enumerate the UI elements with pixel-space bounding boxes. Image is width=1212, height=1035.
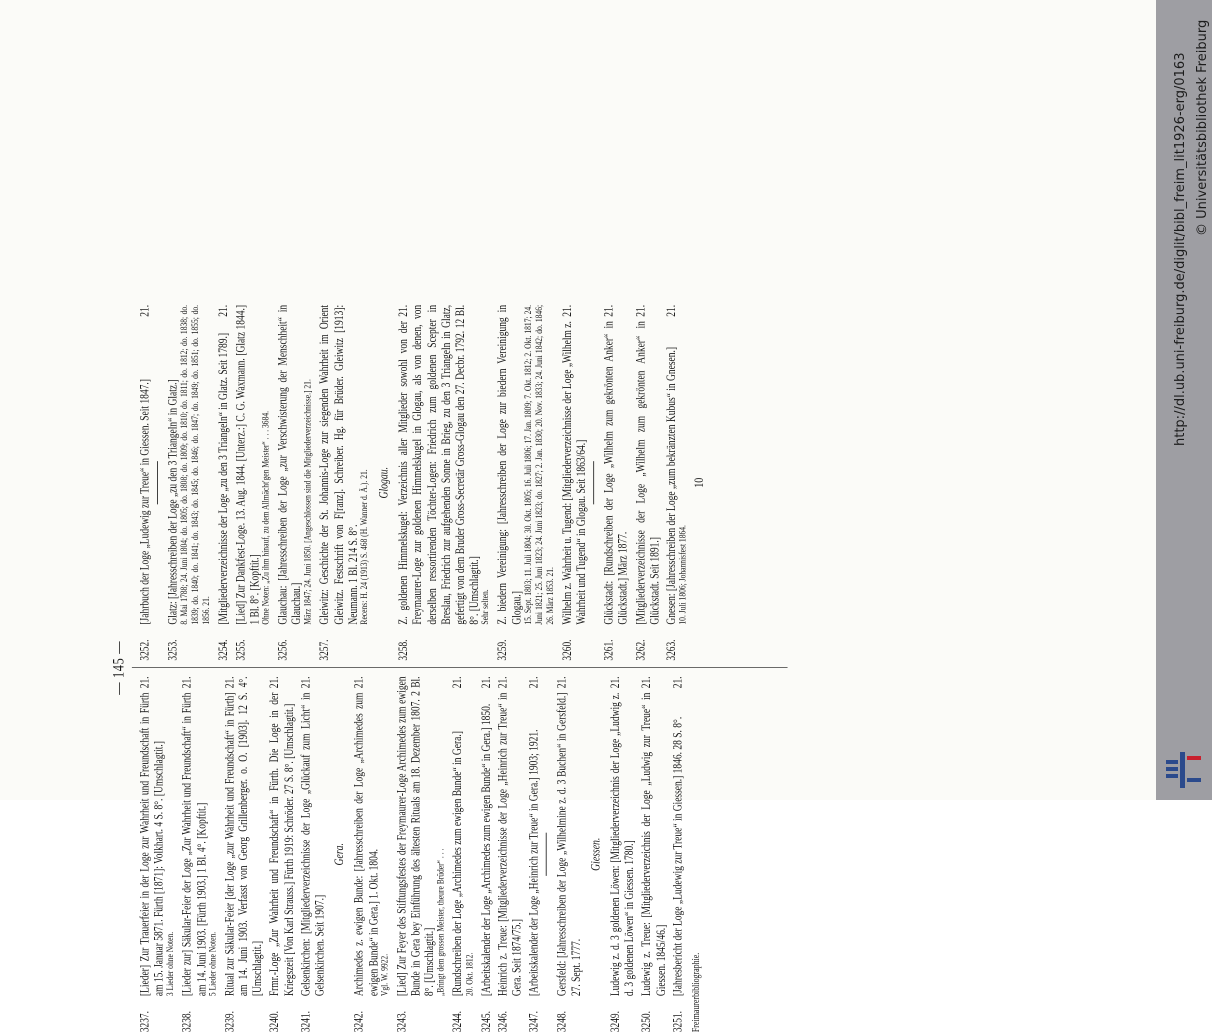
entry-number: 3263. <box>663 639 678 661</box>
entry-amount: 21. <box>663 304 678 317</box>
bibliography-entry <box>478 676 492 1032</box>
rotated-page <box>104 304 1053 1035</box>
page-footer: Freimaurerbibliographie. <box>690 952 703 1033</box>
entry-text-block <box>396 305 481 625</box>
entry-text-block <box>670 676 684 996</box>
entry-text: Gelsenkirchen: [Mitgliederverzeichnisse der Loge „Glückauf zum Licht“ in Gelsenkirchen. Seit 1907.] <box>298 692 327 997</box>
bibliography-entry <box>526 676 540 1032</box>
entry-text-block <box>275 305 303 625</box>
bibliography-entry <box>166 305 214 661</box>
entry-number: 3262. <box>632 639 647 661</box>
entry-number: 3259. <box>495 639 509 661</box>
entry-number: 3261. <box>601 639 616 661</box>
entry-text-block <box>495 676 523 996</box>
entry-number: 3248. <box>554 1011 569 1033</box>
entry-number: 3243. <box>394 1011 408 1033</box>
bibliography-entry <box>298 676 326 1032</box>
entry-amount: 21. <box>478 676 493 689</box>
entry-number: 3260. <box>559 639 574 661</box>
entry-number: 3239. <box>221 1011 236 1033</box>
entry-note: Recens: H. 24 (1913) S. 468 (H. Wanner d. Ä.). 21. <box>359 469 371 625</box>
entry-text: [Arbeitskalender der Loge „Archimedes zum ewigen Bunde“ in Gera.] 1850. <box>478 703 493 997</box>
entry-number: 3251. <box>670 1011 685 1033</box>
entry-note: 5 Lieder ohne Noten. <box>207 931 219 997</box>
entry-note: „Bringt dem grossen Meister, theure Brüder“ . . . <box>436 848 447 997</box>
entry-text-block <box>166 305 180 625</box>
entry-number: 3245. <box>478 1011 493 1033</box>
entry-text: Z. biedern Vereinigung: [Jahresschreiben der Loge zur biedern Vereinigung in Glogau.] <box>495 304 524 625</box>
entry-text: [Jahresbericht der Loge „Ludewig zur Treue“ in Giessen.] 1846. 28 S. 8°. <box>670 716 685 997</box>
entry-text: [Arbeitskalender der Loge „Heinrich zur Treue“ in Gera.] 1903; 1921. <box>526 729 541 997</box>
entry-text-block <box>495 305 523 625</box>
entry-note: Ohne Noten: „Zu ihm hinauf, zu dem Allmächt'gen Meister“ . . . 3684. <box>261 410 272 625</box>
entry-number: 3246. <box>495 1011 510 1033</box>
bibliography-entry <box>216 305 230 661</box>
entry-text-block <box>298 676 326 996</box>
entry-amount: 21. <box>298 676 313 689</box>
bibliography-entry <box>275 305 314 661</box>
entry-note: Sehr selten. <box>481 589 492 625</box>
entry-number: 3252. <box>137 639 152 661</box>
entry-amount: 21. <box>670 676 685 689</box>
entry-note: 10. Juli 1806; Johannisfest 1864. <box>678 525 689 625</box>
entry-number: 3258. <box>396 639 411 661</box>
bibliography-entry <box>602 305 630 661</box>
entry-amount: 21. <box>450 676 465 689</box>
entry-text: Frmr.-Loge „Zur Wahrheit und Freundschaft“ in Fürth. Die Loge in der Kriegszeit [Von Karl Strauss.] Fürth 1919: Schröder. 27 S. 8°. [Umschlagtit.] <box>267 692 296 997</box>
bibliography-entry <box>137 305 151 661</box>
entry-amount: 21. <box>396 304 411 317</box>
entry-text-block <box>450 676 464 996</box>
right-column <box>137 305 707 661</box>
entry-text-block <box>137 305 151 625</box>
sheet-signature: 10 <box>692 477 707 488</box>
entry-amount: 21. <box>526 676 541 689</box>
entry-text-block <box>664 305 678 625</box>
entry-text-block <box>555 676 583 996</box>
section-heading: Giessen. <box>588 837 603 871</box>
entry-text: [Mitgliederverzeichnisse der Loge „Wilhelm zum gekrönten Anker“ in Glückstadt. Seit 1891.] <box>632 321 661 625</box>
bibliography-entry <box>396 305 492 661</box>
entry-number: 3237. <box>137 1011 152 1033</box>
entry-text-block <box>352 676 380 996</box>
entry-text: [Mitgliederverzeichnisse der Loge „zu den 3 Triangeln“ in Glatz. Seit 1789.] <box>215 332 230 625</box>
entry-text: [Jahrbuch der Loge „Ludewig zur Treue“ in Giessen. Seit 1847.] <box>137 379 152 625</box>
entry-text: Archimedes z. ewigen Bunde: [Jahresschreiben der Loge „Archimedes zum ewigen Bunde“ in Gera.] 1. Okt. 1804. <box>351 692 380 997</box>
bibliography-entry <box>633 305 661 661</box>
bibliography-entry <box>180 676 219 1032</box>
entry-text: Glatz: [Jahresschreiben der Loge „zu den 3 Triangeln“ in Glatz.] <box>165 379 180 625</box>
entry-amount: 21. <box>267 676 282 689</box>
entry-text-block <box>639 676 667 996</box>
entry-amount: 21. <box>137 676 152 689</box>
section-rule <box>157 461 158 504</box>
left-column <box>137 676 704 1032</box>
bibliography-entry <box>450 676 475 1032</box>
entry-text-block <box>317 305 359 625</box>
entry-text-block <box>222 676 264 996</box>
section-heading: Glogau. <box>376 466 391 499</box>
bibliography-entry <box>495 676 523 1032</box>
entry-number: 3249. <box>608 1011 623 1033</box>
entry-text: Ludewig z. Treue: [Mitgliederverzeichnis der Loge „Ludwig zur Treue“ in Giessen. 1845/46.] <box>639 692 668 997</box>
entry-text: [Rundschreiben der Loge „Archimedes zum ewigen Bunde“ in Gera.] <box>450 731 465 997</box>
bibliography-entry <box>608 676 636 1032</box>
entry-note: Vgl. W. 9922. <box>380 953 391 997</box>
entry-text: Gnesen: [Jahresschreiben der Loge „zum bekränzten Kubus“ in Gnesen.] <box>663 346 678 625</box>
entry-amount: 21. <box>495 676 510 689</box>
entry-amount: 21. <box>632 304 647 317</box>
entry-number: 3256. <box>275 639 290 661</box>
entry-text: Wilhelm z. Wahrheit u. Tugend: [Mitgliederverzeichnisse der Loge „Wilhelm z. Wahrheit und Tugend“ in Glogau. Seit 1863/64.] <box>559 321 588 625</box>
bibliography-entry <box>394 676 448 1032</box>
entry-text-block <box>233 305 261 625</box>
entry-note: 8. Mai 1788; 24. Juni 1804; do. 1805; do. 1808; do. 1809; do. 1810; do. 1811; do. 1812; do. 1838; do. 1839; do. 1840; do. 1841; do. 1843; do. 1845; do. 1846; do. 1847; do. 1849; do. 1851; do. 1855; do. 1856. 21. <box>179 304 213 625</box>
entry-amount: 21. <box>559 304 574 317</box>
entry-number: 3238. <box>179 1011 194 1033</box>
entry-text-block <box>394 676 436 996</box>
entry-text-block <box>267 676 295 996</box>
entry-note: 3 Lieder ohne Noten. <box>165 931 176 997</box>
entry-text-block <box>137 676 165 996</box>
bibliography-entry <box>267 676 295 1032</box>
entry-number: 3257. <box>317 639 332 661</box>
entry-number: 3242. <box>351 1011 366 1033</box>
section-rule <box>546 833 547 876</box>
bibliography-entry <box>495 305 557 661</box>
entry-text-block <box>216 305 230 625</box>
bibliography-entry <box>137 676 176 1032</box>
entry-number: 3241. <box>298 1011 313 1033</box>
entry-text: [Lied] Zur Dankfest-Loge. 13. Aug. 1844. [Unterz.:] C. G. Waxmann. [Glatz 1844.] 1 Bl. 8°. [Kopftit.] <box>232 304 261 625</box>
entry-text: Z. goldenen Himmelskugel: Verzeichnis aller Mitglieder sowohl von der Freymaurer-Loge zur goldenen Himmelskugel in Glogau, als von denen, von derselben ressortirenden Töchter-Logen: Friedrich zum goldenen Scepter in Breslau, Friedrich zur aufgehenden Sonne in Brieg, zu den 3 Triangeln in Glatz, gefertigt von dem Bruder Gross-Secretär Gross-Glogau den 27. Decbr. 1792. 12 Bl. 8°. [Umschlagtit.] <box>396 304 481 625</box>
entry-amount: 21. <box>179 676 194 689</box>
entry-note: März 1847; 24. Juni 1850. [Angeschlossen sind die Mitgliederverzeichnisse.] 21. <box>303 379 314 625</box>
entry-text: Gersfeld: [Jahresschreiben der Loge „Wilhelmine z. d. 3 Buchen“ in Gersfeld.] 27. Sept. 1777. <box>554 692 583 997</box>
entry-number: 3253. <box>165 639 180 661</box>
bibliography-entry <box>560 305 588 661</box>
entry-text: [Lieder] Zur Trauerfeier in der Loge zur Wahrheit und Freundschaft in Fürth am 15. Januar 5871. Fürth [1871]: Volkhart. 4 S. 8°. [Umschlagtit.] <box>137 692 166 997</box>
entry-amount: 21. <box>608 676 623 689</box>
bibliography-entry <box>233 305 272 661</box>
bibliography-entry <box>664 305 689 661</box>
entry-text-block <box>180 676 208 996</box>
bibliography-entry <box>555 676 583 1032</box>
entry-text: Glückstadt: [Rundschreiben der Loge „Wilhelm zum gekrönten Anker“ in Glückstadt.] März 1877. <box>601 321 630 625</box>
entry-amount: 21. <box>554 676 569 689</box>
entry-text-block <box>633 305 661 625</box>
entry-number: 3240. <box>267 1011 282 1033</box>
entry-text: Ritual zur Säkular-Feier [der Loge „zur Wahrheit und Freundschaft“ in Fürth] am 14. Juni 1903. Verfasst von Georg Grillenberger. o. O. [1903]. 12 S. 4°. [Umschlagtit.] <box>221 676 265 997</box>
entry-text: Glauchau: [Jahresschreiben der Loge „zur Verschwisterung der Menschheit“ in Glauchau.] <box>275 304 304 625</box>
entry-text: Heinrich z. Treue: [Mitgliederverzeichnisse der Loge „Heinrich zur Treue“ in Gera. Seit 1874/75.] <box>495 692 524 997</box>
bibliography-entry <box>352 676 391 1032</box>
page-number: — 145 — <box>109 640 128 695</box>
copyright-notice: © Universitätsbibliothek Freiburg <box>1195 19 1210 236</box>
entry-amount: 21. <box>639 676 654 689</box>
entry-amount: 21. <box>351 676 366 689</box>
entry-text-block <box>608 676 636 996</box>
entry-number: 3255. <box>232 639 247 661</box>
column-divider <box>132 667 788 668</box>
entry-text: [Lieder zur] Säkular-Feier der Loge „Zur Wahrheit und Freundschaft“ in Fürth am 14. Juni 1903. [Fürth 1903.] 1 Bl. 4°. [Kopftit.] <box>179 692 208 997</box>
section-heading: Gera. <box>332 843 347 866</box>
entry-amount: 21. <box>601 304 616 317</box>
entry-note: 15. Sept. 1803; 11. Juli 1804; 30. Okt. 1805; 16. Juli 1806; 17. Jan. 1809; 7. Okt. 1812; 2. Okt. 1817; 24. Juni 1821; 25. Juni 1823; 24. Juni 1823; do. 1827; 2. Jan. 1830; 20. Nov. 1833; 24. Juni 1842; do. 1846; 26. März 1853. 21. <box>523 304 556 625</box>
bibliography-entry <box>222 676 264 1032</box>
entry-text-block <box>478 676 492 996</box>
entry-amount: 21. <box>137 304 152 317</box>
entry-amount: 21. <box>215 304 230 317</box>
entry-text: Gleiwitz: Geschichte der St. Johannis-Loge zur siegenden Wahrheit im Orient Gleiwitz. Festschrift von F[ranz]. Schreiber. Hg. für Brüder. Gleiwitz [1913]: Neumann. 1 Bl. 214 S. 8°. <box>317 304 360 625</box>
entry-number: 3250. <box>639 1011 654 1033</box>
source-url-link[interactable]: http://dl.ub.uni-freiburg.de/diglit/bibl_freim_lit1926-erg/0163 <box>1173 52 1188 446</box>
entry-text-block <box>602 305 630 625</box>
entry-note: 20. Okt. 1812. <box>464 952 475 997</box>
entry-number: 3247. <box>526 1011 541 1033</box>
section-rule <box>593 461 594 504</box>
ub-freiburg-logo-icon <box>1164 750 1206 790</box>
entry-amount: 21. <box>221 676 236 689</box>
bibliography-entry <box>670 676 684 1032</box>
entry-text-block <box>560 305 588 625</box>
entry-number: 3254. <box>215 639 230 661</box>
entry-text: [Lied] Zur Feyer des Stiftungsfestes der Freymaurer-Loge Archimedes zum ewigen Bunde in Gera bey Einführung des ältesten Rituals am 18. Dezember 1807. 2 Bl. 8°. [Umschlagtit.] <box>394 676 437 997</box>
bibliography-entry <box>317 305 371 661</box>
bibliography-entry <box>639 676 667 1032</box>
entry-number: 3244. <box>450 1011 465 1033</box>
entry-text-block <box>526 676 540 996</box>
entry-text: Ludewig z. d. 3 goldenen Löwen: [Mitgliederverzeichnis der Loge „Ludwig z. d. 3 goldenen Löwen“ in Giessen. 1780.] <box>608 692 637 997</box>
